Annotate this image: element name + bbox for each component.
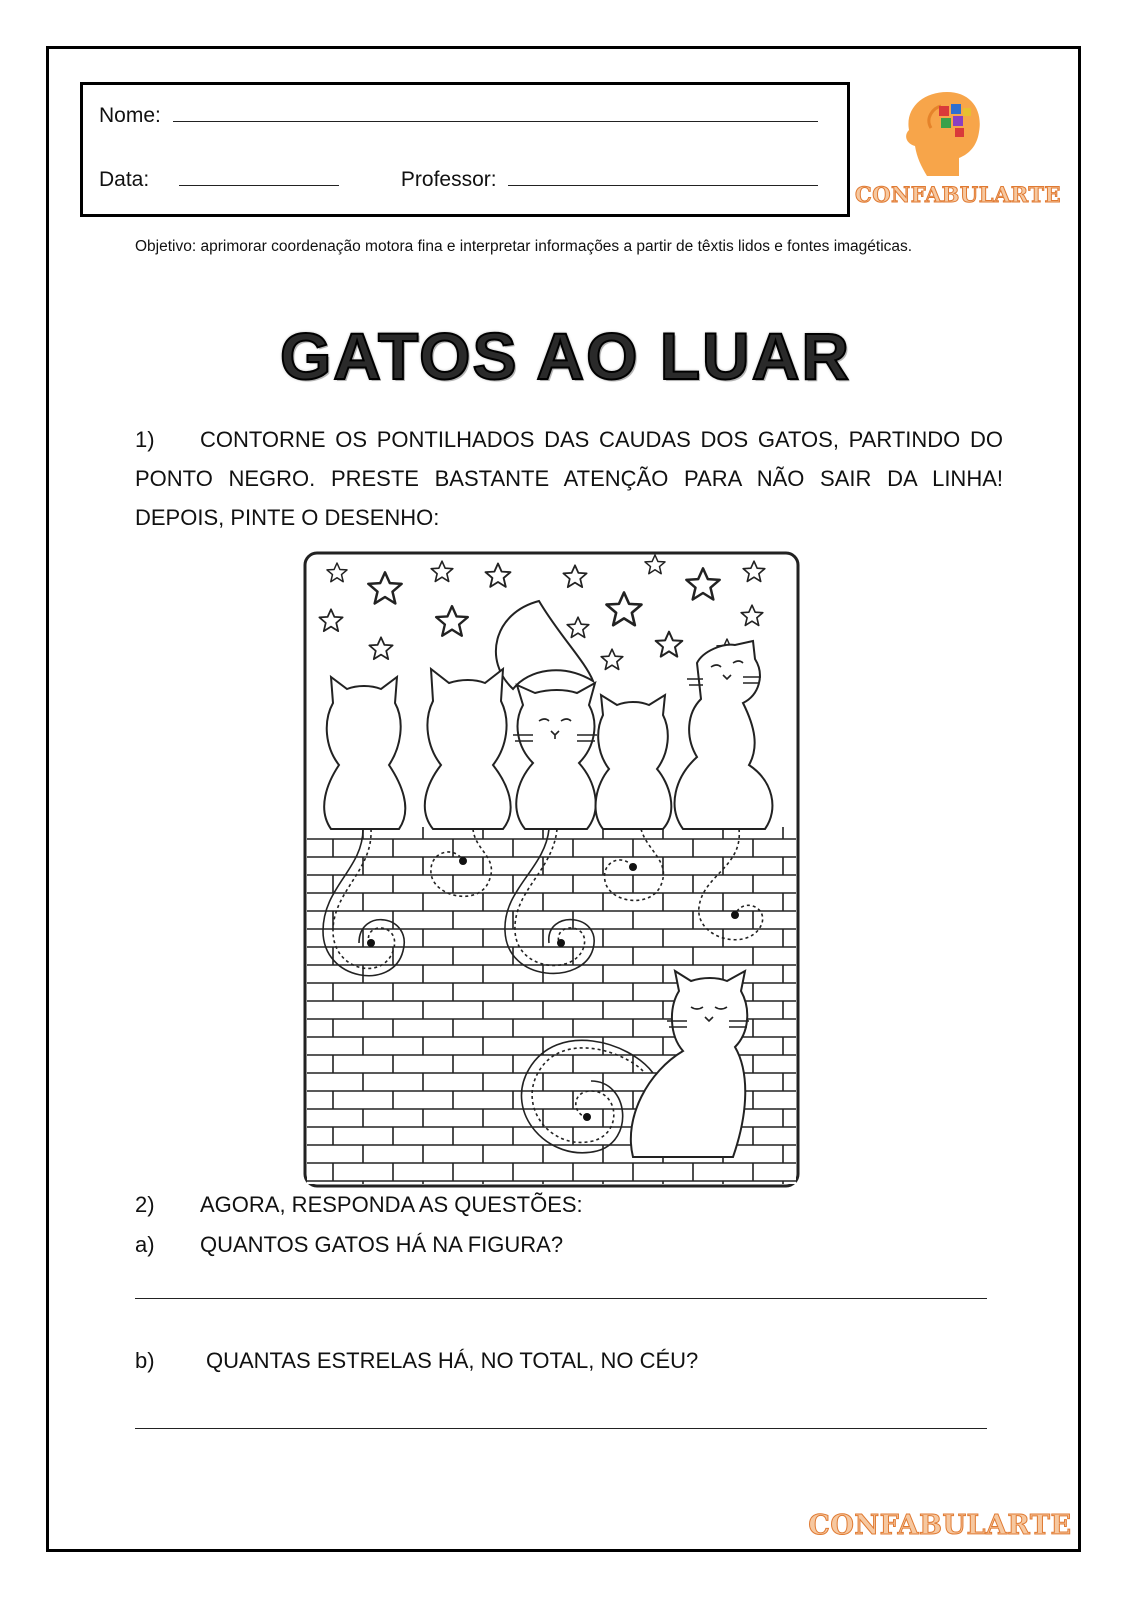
footer-logo-text: CONFABULARTE	[808, 1510, 1072, 1541]
child-head-puzzle-icon	[855, 88, 1055, 183]
name-row	[99, 103, 818, 128]
question-2b-text: QUANTAS ESTRELAS HÁ, NO TOTAL, NO CÉU?	[206, 1348, 699, 1373]
question-2a	[135, 1232, 563, 1258]
confabularte-logo	[855, 88, 1062, 213]
date-field[interactable]	[179, 167, 339, 186]
question-2b-label: b)	[135, 1348, 155, 1373]
date-row	[99, 167, 818, 192]
date-label: Data:	[99, 168, 150, 191]
question-1	[135, 420, 1003, 537]
cat-4	[596, 695, 672, 829]
page-title: GATOS AO LUAR	[279, 319, 852, 393]
name-label: Nome:	[99, 104, 161, 127]
cat-3	[516, 683, 595, 829]
objective-text: Objetivo: aprimorar coordenação motora fina e interpretar informações a partir de têxtis lidos e fontes imagéticas.	[135, 238, 913, 255]
teacher-field[interactable]	[508, 167, 818, 186]
answer-line-a[interactable]	[135, 1298, 987, 1299]
cats-illustration	[303, 551, 800, 1188]
question-2b	[135, 1348, 698, 1374]
question-2a-label: a)	[135, 1232, 155, 1257]
question-1-number: 1)	[135, 427, 155, 452]
cat-1	[324, 677, 405, 829]
question-2-text: AGORA, RESPONDA AS QUESTÕES:	[200, 1192, 583, 1217]
logo-text: CONFABULARTE	[855, 182, 1062, 207]
question-2	[135, 1192, 583, 1218]
question-2a-text: QUANTOS GATOS HÁ NA FIGURA?	[200, 1232, 564, 1257]
name-field[interactable]	[173, 103, 818, 122]
cat-2	[425, 669, 511, 829]
question-2-number: 2)	[135, 1192, 155, 1217]
student-info-box	[80, 82, 850, 217]
answer-line-b[interactable]	[135, 1428, 987, 1429]
teacher-label: Professor:	[400, 168, 497, 191]
question-1-text: CONTORNE OS PONTILHADOS DAS CAUDAS DOS GATOS, PARTINDO DO PONTO NEGRO. PRESTE BASTANTE ATENÇÃO PARA NÃO SAIR DA LINHA! DEPOIS, PINTE O DESENHO:	[135, 427, 1003, 530]
